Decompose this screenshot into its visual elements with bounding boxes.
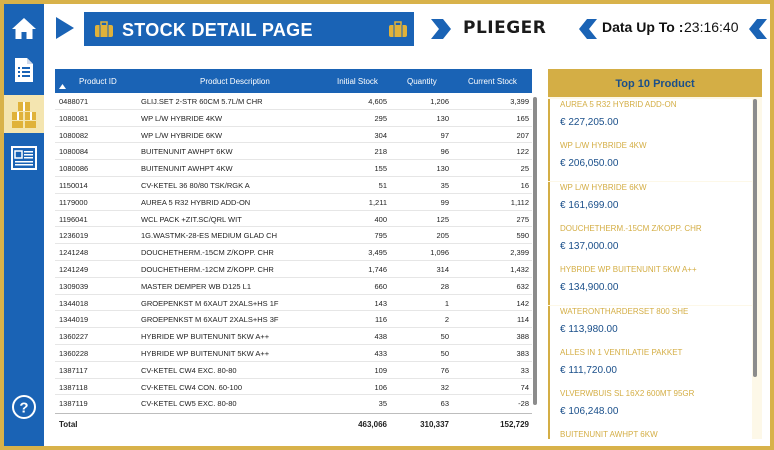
cell-product-description: DOUCHETHERM.-12CM Z/KOPP. CHR bbox=[141, 265, 274, 274]
cell-initial-stock: 304 bbox=[374, 130, 387, 140]
top-10-header bbox=[548, 69, 762, 97]
cell-product-description: CV-KETEL CW4 EXC. 80-80 bbox=[141, 365, 237, 375]
table-row[interactable] bbox=[55, 278, 532, 295]
top-product-name: WP L/W HYBRIDE 6KW bbox=[560, 182, 647, 192]
table-row[interactable] bbox=[55, 177, 532, 194]
cell-product-id: 1150014 bbox=[59, 181, 88, 190]
cell-product-id: 1179000 bbox=[59, 197, 88, 207]
table-row[interactable] bbox=[55, 295, 532, 312]
cell-initial-stock: 143 bbox=[374, 298, 387, 308]
top-product-name: DOUCHETHERM.-15CM Z/KOPP. CHR bbox=[560, 223, 702, 233]
cell-product-description: CV-KETEL CW5 EXC. 80-80 bbox=[141, 399, 237, 409]
cell-product-description: HYBRIDE WP BUITENUNIT 5KW A++ bbox=[141, 349, 270, 358]
top-product-value: € 113,980.00 bbox=[560, 323, 618, 335]
briefcase-icon bbox=[94, 21, 114, 38]
cell-product-description: GLIJ.SET 2-STR 60CM 5.7L/M CHR bbox=[141, 97, 263, 106]
nav-help-button[interactable] bbox=[8, 391, 40, 423]
cell-product-id: 1241248 bbox=[59, 248, 89, 258]
cell-product-id: 1080081 bbox=[59, 113, 89, 123]
data-up-to-label: Data Up To : bbox=[602, 19, 684, 35]
chevron-left-icon bbox=[578, 18, 598, 40]
cell-quantity: 32 bbox=[440, 382, 449, 392]
cell-product-id: 0488071 bbox=[59, 97, 89, 106]
top-product-item[interactable] bbox=[548, 347, 752, 388]
table-row[interactable] bbox=[55, 261, 532, 278]
cell-quantity: 205 bbox=[436, 231, 449, 241]
brand-logo: PLIEGER bbox=[463, 18, 547, 38]
cell-current-stock: 1,112 bbox=[510, 197, 529, 207]
cell-initial-stock: 1,211 bbox=[368, 197, 387, 207]
cell-product-id: 1241249 bbox=[59, 265, 89, 274]
table-row[interactable] bbox=[55, 143, 532, 160]
table-row[interactable] bbox=[55, 379, 532, 396]
cell-product-id: 1344019 bbox=[59, 315, 89, 325]
cell-quantity: 130 bbox=[436, 113, 449, 123]
cell-initial-stock: 295 bbox=[374, 113, 387, 123]
cell-quantity: 76 bbox=[440, 365, 449, 375]
cell-quantity: 1,096 bbox=[430, 248, 449, 258]
top-product-item[interactable] bbox=[548, 388, 752, 429]
cell-product-id: 1344018 bbox=[59, 298, 89, 308]
cell-initial-stock: 155 bbox=[374, 164, 387, 174]
cell-initial-stock: 433 bbox=[374, 349, 387, 358]
cell-product-description: MASTER DEMPER WB D125 L1 bbox=[141, 281, 252, 291]
cell-initial-stock: 35 bbox=[378, 399, 387, 409]
report-icon bbox=[13, 57, 35, 83]
top-product-value: € 227,205.00 bbox=[560, 117, 619, 128]
top-product-name: ALLES IN 1 VENTILATIE PAKKET bbox=[560, 347, 683, 357]
nav-home-button[interactable] bbox=[8, 12, 40, 44]
home-icon bbox=[11, 16, 37, 40]
top-product-name: WATERONTHARDERSET 800 SHE bbox=[560, 306, 689, 316]
cell-initial-stock: 116 bbox=[375, 315, 387, 325]
top-product-name: AUREA 5 R32 HYBRID ADD-ON bbox=[560, 100, 677, 109]
cell-current-stock: 1,432 bbox=[510, 265, 529, 274]
cell-current-stock: -28 bbox=[518, 399, 529, 409]
cell-quantity: 96 bbox=[440, 147, 449, 157]
table-row[interactable] bbox=[55, 362, 532, 379]
top-product-item[interactable] bbox=[548, 264, 752, 305]
cell-quantity: 63 bbox=[440, 399, 449, 409]
cell-current-stock: 2,399 bbox=[510, 248, 529, 258]
column-header-product-id[interactable]: Product ID bbox=[79, 77, 117, 86]
cell-product-id: 1387119 bbox=[59, 399, 88, 409]
top-product-value: € 206,050.00 bbox=[560, 158, 619, 170]
report-canvas bbox=[4, 4, 770, 446]
cell-product-id: 1196041 bbox=[59, 214, 88, 224]
cell-current-stock: 25 bbox=[520, 164, 529, 174]
table-scrollbar-thumb[interactable] bbox=[533, 97, 537, 405]
cell-quantity: 1 bbox=[444, 298, 449, 308]
cell-quantity: 130 bbox=[436, 164, 449, 174]
cell-initial-stock: 218 bbox=[374, 147, 387, 157]
cell-current-stock: 3,399 bbox=[510, 97, 529, 106]
top-product-name: HYBRIDE WP BUITENUNIT 5KW A++ bbox=[560, 265, 697, 275]
briefcase-icon bbox=[388, 21, 408, 38]
cell-quantity: 99 bbox=[440, 197, 449, 207]
top-product-item[interactable] bbox=[548, 182, 752, 223]
page-title-banner bbox=[84, 12, 414, 46]
dashboard-icon bbox=[11, 145, 37, 171]
column-header-initial-stock[interactable]: Initial Stock bbox=[337, 77, 378, 86]
cell-quantity: 50 bbox=[440, 349, 449, 358]
cell-product-description: HYBRIDE WP BUITENUNIT 5KW A++ bbox=[141, 332, 270, 342]
cell-initial-stock: 438 bbox=[374, 332, 387, 342]
top-product-item[interactable] bbox=[548, 306, 752, 347]
table-row[interactable] bbox=[55, 244, 532, 261]
cell-initial-stock: 109 bbox=[374, 365, 387, 375]
data-up-to-time: 23:16:40 bbox=[684, 19, 739, 35]
cell-product-description: DOUCHETHERM.-15CM Z/KOPP. CHR bbox=[141, 248, 274, 258]
cell-quantity: 97 bbox=[440, 130, 449, 140]
table-row[interactable] bbox=[55, 110, 532, 127]
cell-quantity: 2 bbox=[444, 315, 449, 325]
cell-product-description: WP L/W HYBRIDE 6KW bbox=[141, 130, 223, 140]
table-row[interactable] bbox=[55, 211, 532, 228]
stock-boxes-icon bbox=[9, 99, 39, 129]
column-header-current-stock[interactable]: Current Stock bbox=[468, 77, 517, 86]
cell-current-stock: 632 bbox=[516, 281, 529, 291]
table-total-row bbox=[55, 413, 532, 433]
cell-current-stock: 142 bbox=[516, 298, 529, 308]
top-product-value: € 106,248.00 bbox=[560, 406, 619, 418]
cell-product-description: WP L/W HYBRIDE 4KW bbox=[141, 113, 223, 123]
top-product-item[interactable] bbox=[548, 429, 752, 439]
cell-product-id: 1080086 bbox=[59, 164, 89, 174]
top-product-value: € 137,000.00 bbox=[560, 240, 619, 252]
column-header-quantity[interactable]: Quantity bbox=[407, 77, 437, 86]
cell-current-stock: 16 bbox=[520, 181, 529, 190]
top-product-name: BUITENUNIT AWHPT 6KW bbox=[560, 430, 658, 439]
top-10-scrollbar[interactable] bbox=[753, 99, 757, 377]
sidebar bbox=[4, 4, 44, 446]
table-row[interactable] bbox=[55, 395, 532, 410]
total-quantity: 310,337 bbox=[420, 420, 449, 429]
chevron-left-icon bbox=[748, 18, 768, 40]
cell-quantity: 125 bbox=[436, 214, 449, 224]
table-row[interactable] bbox=[55, 227, 532, 244]
nav-stock-button[interactable] bbox=[4, 95, 44, 133]
cell-current-stock: 388 bbox=[516, 332, 529, 342]
cell-product-description: BUITENUNIT AWHPT 4KW bbox=[141, 164, 233, 174]
cell-product-description: AUREA 5 R32 HYBRID ADD-ON bbox=[141, 197, 251, 207]
help-icon bbox=[11, 394, 37, 420]
cell-quantity: 28 bbox=[440, 281, 449, 291]
cell-product-id: 1360228 bbox=[59, 349, 89, 358]
cell-product-id: 1387118 bbox=[59, 382, 88, 392]
cell-product-id: 1309039 bbox=[59, 281, 89, 291]
top-10-product-panel bbox=[548, 69, 762, 439]
nav-report-button[interactable] bbox=[8, 54, 40, 86]
top-product-name: WP L/W HYBRIDE 4KW bbox=[560, 141, 647, 151]
cell-current-stock: 122 bbox=[516, 147, 529, 157]
cell-current-stock: 383 bbox=[516, 349, 529, 358]
top-10-title: Top 10 Product bbox=[615, 78, 695, 90]
cell-product-description: 1G.WASTMK-28-ES MEDIUM GLAD CH bbox=[141, 231, 277, 241]
cell-initial-stock: 400 bbox=[374, 214, 387, 224]
cell-product-id: 1387117 bbox=[59, 365, 88, 375]
table-row[interactable] bbox=[55, 194, 532, 211]
table-row[interactable] bbox=[55, 160, 532, 177]
cell-product-description: GROEPENKST M 6XAUT 2XALS+HS 3F bbox=[141, 315, 279, 325]
column-header-product-description[interactable]: Product Description bbox=[200, 77, 270, 86]
top-product-item[interactable] bbox=[548, 223, 752, 264]
cell-current-stock: 207 bbox=[516, 130, 529, 140]
top-product-value: € 161,699.00 bbox=[560, 199, 619, 211]
total-initial-stock: 463,066 bbox=[358, 420, 387, 429]
cell-current-stock: 33 bbox=[520, 365, 529, 375]
table-row[interactable] bbox=[55, 345, 532, 362]
cell-product-description: WCL PACK +ZIT.SC/QRL WIT bbox=[141, 214, 242, 224]
cell-product-id: 1360227 bbox=[59, 332, 89, 342]
cell-current-stock: 74 bbox=[520, 382, 529, 392]
cell-current-stock: 114 bbox=[517, 315, 529, 325]
cell-initial-stock: 106 bbox=[374, 382, 387, 392]
table-row[interactable] bbox=[55, 127, 532, 144]
top-product-value: € 111,720.00 bbox=[560, 364, 617, 376]
cell-current-stock: 590 bbox=[516, 231, 529, 241]
top-product-item[interactable] bbox=[548, 99, 752, 140]
table-body bbox=[55, 93, 532, 410]
cell-initial-stock: 1,746 bbox=[368, 265, 387, 274]
cell-quantity: 35 bbox=[440, 181, 449, 190]
cell-product-id: 1080082 bbox=[59, 130, 89, 140]
chevron-right-icon bbox=[430, 18, 452, 40]
table-row[interactable] bbox=[55, 328, 532, 345]
top-product-name: VLVERWBUIS SL 16X2 600MT 95GR bbox=[560, 389, 695, 399]
cell-product-description: CV-KETEL CW4 CON. 60-100 bbox=[141, 382, 243, 392]
cell-quantity: 314 bbox=[436, 265, 449, 274]
cell-product-id: 1236019 bbox=[59, 231, 89, 241]
cell-initial-stock: 660 bbox=[374, 281, 387, 291]
table-row[interactable] bbox=[55, 93, 532, 110]
chevron-right-icon bbox=[56, 17, 74, 39]
top-product-value: € 134,900.00 bbox=[560, 282, 619, 294]
svg-text:?: ? bbox=[19, 399, 29, 417]
sort-ascending-icon[interactable] bbox=[59, 84, 66, 89]
cell-initial-stock: 795 bbox=[374, 231, 387, 241]
page-title: STOCK DETAIL PAGE bbox=[122, 20, 313, 40]
table-header bbox=[55, 69, 532, 93]
total-label: Total bbox=[59, 420, 78, 429]
total-current-stock: 152,729 bbox=[500, 420, 529, 429]
cell-current-stock: 165 bbox=[516, 113, 529, 123]
cell-product-description: BUITENUNIT AWHPT 6KW bbox=[141, 147, 233, 157]
cell-quantity: 1,206 bbox=[430, 97, 449, 106]
cell-product-description: GROEPENKST M 6XAUT 2XALS+HS 1F bbox=[141, 298, 279, 308]
top-product-item[interactable] bbox=[548, 140, 752, 181]
cell-product-id: 1080084 bbox=[59, 147, 89, 157]
nav-dashboard-button[interactable] bbox=[8, 142, 40, 174]
cell-initial-stock: 51 bbox=[378, 181, 387, 190]
stock-table bbox=[55, 69, 538, 435]
cell-current-stock: 275 bbox=[516, 214, 529, 224]
table-row[interactable] bbox=[55, 311, 532, 328]
cell-product-description: CV-KETEL 36 80/80 TSK/RGK A bbox=[141, 181, 250, 190]
cell-initial-stock: 3,495 bbox=[368, 248, 387, 258]
cell-initial-stock: 4,605 bbox=[368, 97, 387, 106]
cell-quantity: 50 bbox=[440, 332, 449, 342]
